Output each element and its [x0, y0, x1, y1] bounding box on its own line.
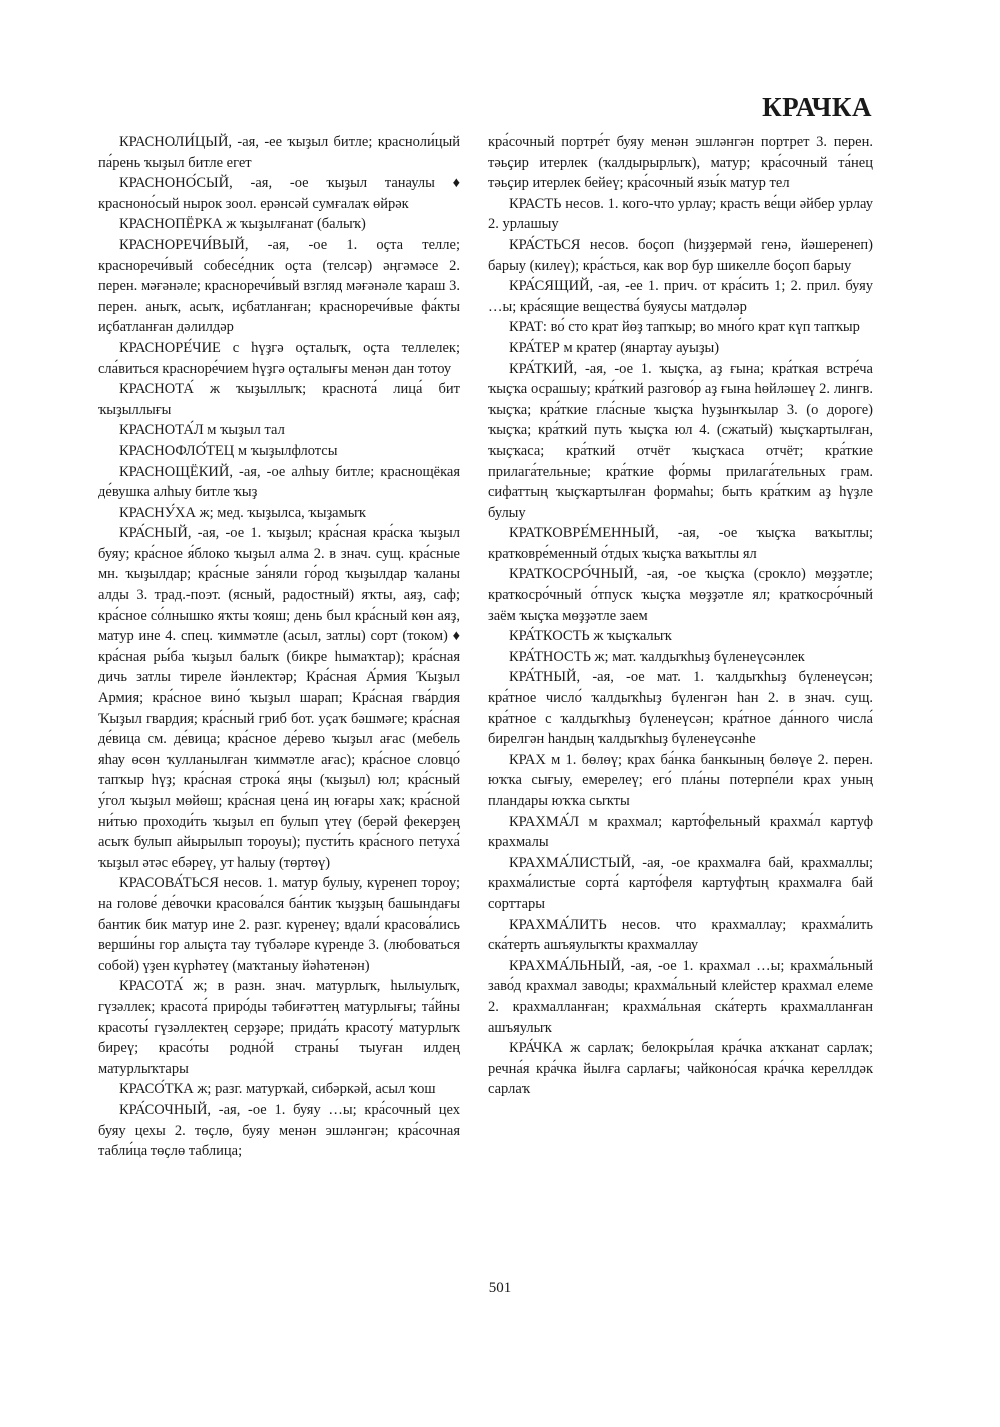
dictionary-entry: КРАХМА́ЛИСТЫЙ, -ая, -ое крахмалға бай, крахмаллы; крахма́листые сорта́ карто́феля картуфтың крахмалға бай сорттары: [488, 854, 873, 912]
running-head: КРАЧКА: [762, 92, 872, 122]
dictionary-entry: КРАСНОТА́ ж ҡыҙыллыҡ; краснота́ лица́ бит ҡыҙыллығы: [98, 381, 460, 418]
dictionary-entry: КРАСНОФЛО́ТЕЦ м ҡыҙылфлотсы: [119, 442, 338, 459]
page-number: 501: [488, 1280, 512, 1296]
dictionary-entry: КРА́СОЧНЫЙ, -ая, -ое 1. буяу …ы; кра́сочный цех буяу цехы 2. төҫлө, буяу менән эшләнгән; кра́сочная табли́ца төҫлө таблица;: [98, 1101, 460, 1160]
dictionary-entry: КРАСНОРЕЧИ́ВЫЙ, -ая, -ое 1. оҫта телле; красноречи́вый собесе́дник оҫта (телсәр) әңгәмәсе 2. перен. мәғәнәле; красноречи́вый взгляд мәғәнәле ҡараш 3. перен. аныҡ, асыҡ, иҫбатланған; красноречи́вые фа́кты иҫбатланған дәлилдәр: [98, 236, 460, 336]
dictionary-entry: КРА́СНЫЙ, -ая, -ое 1. ҡыҙыл; кра́сная кра́ска ҡыҙыл буяу; кра́сное я́блоко ҡыҙыл алма 2. в знач. сущ. кра́сные мн. ҡыҙылдар; кра́сные за́няли го́род ҡыҙылдар ҡаланы алды 3. трад.-поэт. (ясный, радостный) яҡты, аяҙ, саф; кра́сное со́лнышко яҡты ҡояш; день был кра́сный көн аяҙ, матур ине 4. спец. ҡиммәтле (асыл, затлы) сорт (током) ♦ кра́сная ры́ба ҡыҙыл балыҡ (бикре һымаҡтар); кра́сная дичь затлы тиреле йәнлектәр; Кра́сная А́рмия Ҡыҙыл Армия; кра́сное вино́ ҡыҙыл шарап; Кра́сная гва́рдия Ҡыҙыл гвардия; кра́сный гриб бот. уҫаҡ бәшмәге; кра́сная де́вица см. де́вица; кра́сное де́рево ҡыҙыл ағас (мебель яһау өсөн ҡулланылған ҡиммәтле ағас); кра́сное словцо́ тапҡыр һүҙ; кра́сная строка́ яңы (ҡыҙыл) юл; кра́сный у́гол ҡыҙыл мөйөш; кра́сная цена́ иң юғары хаҡ; кра́сной ни́тью проходи́ть ҡыҙыл еп булып үтеү (берәй фекерҙең асыҡ булып айырылып тороуы); пусти́ть кра́сного петуха́ ҡыҙыл әтәс ебәреү, ут һалыу (төртөү): [98, 525, 460, 871]
dictionary-entry: КРАХ м 1. бөлөү; крах ба́нка банкының бөлөүе 2. перен. юҡҡа сығыу, емерелеү; его́ пла́ны потерпе́ли крах уның пландары юҡҡа сыҡты: [488, 751, 873, 809]
dictionary-entry: КРА́СЯЩИЙ, -ая, -ее 1. прич. от кра́сить 1; 2. прил. буяу …ы; кра́сящие вещества́ буяусы матдәләр: [488, 278, 873, 315]
dictionary-entry: КРАСНОЛИ́ЦЫЙ, -ая, -ее ҡыҙыл битле; красноли́цый па́рень ҡыҙыл битле егет: [98, 134, 460, 171]
dictionary-entry: КРА́ТЕР м кратер (янартау ауыҙы): [509, 339, 720, 356]
dictionary-entry: КРА́ТКИЙ, -ая, -ое 1. ҡыҫҡа, аҙ ғына; кра́ткая встре́ча ҡыҫҡа осрашыу; кра́ткий разгово́р аҙ ғына һөйләшеү 2. лингв. ҡыҫҡа; кра́ткие гла́сные ҡыҫҡа һуҙынҡылар 3. (о дороге) ҡыҫҡа; кра́ткий путь ҡыҫҡа юл 4. (сжатый) ҡыҫҡартылған, ҡыҫҡаса; кра́ткий отчёт ҡыҫҡаса отчёт; кра́ткие прилага́тельные; кра́ткие фо́рмы прилага́тельных грам. сифаттың ҡыҫҡартылған формаһы; быть кра́тким аҙ һүҙле булыу: [488, 360, 873, 521]
dictionary-entry: КРАХМА́ЛИТЬ несов. что крахмаллау; крахма́лить ска́терть ашъяулыҡты крахмаллау: [488, 916, 873, 954]
dictionary-entry: КРАСНОЩЁКИЙ, -ая, -ое алһыу битле; краснощёкая де́вушка алһыу битле ҡыҙ: [98, 463, 460, 501]
dictionary-entry: КРАСОВА́ТЬСЯ несов. 1. матур булыу, күренеп тороу; на голове́ де́вочки красова́лся ба́нтик ҡыҙҙың башындағы бантик бик матур ине 2. разг. күренеү; вдали́ красова́лись верши́ны гор алыҫта тау түбәләре күренде 3. (любоваться собой) үҙен күрһәтеү (маҡтаныу йәһәтенән): [98, 875, 460, 974]
dictionary-entry: КРАСНОПЁРКА ж ҡыҙылғанат (балыҡ): [119, 216, 366, 233]
dictionary-entry: КРА́ТНОСТЬ ж; мат. ҡалдыҡһыҙ бүленеүсәнлек: [509, 648, 805, 665]
dictionary-entry: КРАСОТА́ ж; в разн. знач. матурлыҡ, һылыулыҡ, гүзәллек; красота́ приро́ды тәбиғәттең матурлығы; та́йны красоты́ гүзәллектең серҙәре; прида́ть красоту́ матурлыҡ биреү; красо́ты родно́й страны́ тыуған илдең матурлыҡтары: [98, 978, 460, 1077]
dictionary-entry: КРА́ТНЫЙ, -ая, -ое мат. 1. ҡалдыҡһыҙ бүленеүсән; кра́тное число́ ҡалдыҡһыҙ бүленгән һан 2. в знач. сущ. кра́тное с ҡалдыҡһыҙ бүленеүсән; кра́тное да́нного числа́ бирелгән һандың ҡалдыҡһыҙ бүленеүсәнһе: [488, 669, 873, 748]
dictionary-entry: КРА́ЧКА ж сарлаҡ; белокры́лая кра́чка аҡҡанат сарлаҡ; речна́я кра́чка йылға сарлағы; чайконо́сая кра́чка кереллдәк сарлаҡ: [488, 1040, 873, 1098]
dictionary-entry: кра́сочный портре́т буяу менән эшләнгән портрет 3. перен. тәьҫир итерлек (ҡалдырырлыҡ), матур; кра́сочный та́нец тәьҫир итерлек бейеү; кра́сочный язы́к матур тел: [488, 134, 873, 192]
dictionary-entry: КРАСО́ТКА ж; разг. матурҡай, сибәркәй, асыл ҡош: [119, 1081, 436, 1098]
dictionary-entry: КРАХМА́ЛЬНЫЙ, -ая, -ое 1. крахмал …ы; крахма́льный заво́д крахмал заводы; крахма́льный клейстер крахмал елеме 2. крахмалланған; крахма́льная ска́терть крахмалланған ашъяулыҡ: [488, 957, 873, 1036]
dictionary-entry: КРА́СТЬСЯ несов. боҫоп (һиҙҙермәй генә, йәшеренеп) барыу (килеү); кра́сться, как вор бур шикелле боҫоп барыу: [488, 236, 873, 274]
dictionary-entry: КРАТКОСРО́ЧНЫЙ, -ая, -ое ҡыҫҡа (срокло) мөҙҙәтле; краткосро́чный о́тпуск ҡыҫҡа мөҙҙәтле ял; краткосро́чный заём ҡыҫҡа мөҙҙәтле заем: [488, 566, 873, 624]
dictionary-entry: КРАСНОРЕ́ЧИЕ с һүҙгә оҫталыҡ, оҫта теллелек; сла́виться красноре́чием һүҙгә оҫталығы менән дан тотоу: [98, 339, 460, 377]
dictionary-entry: КРАХМА́Л м крахмал; карто́фельный крахма́л картуф крахмалы: [488, 813, 873, 851]
dictionary-entry: КРАСНОНО́СЫЙ, -ая, -ое ҡыҙыл танаулы ♦ красноно́сый нырок зоол. ерәнсәй сумғалаҡ өйрәк: [98, 175, 460, 212]
left-column: [98, 132, 460, 1162]
dictionary-entry: КРАСНУ́ХА ж; мед. ҡыҙылса, ҡыҙамыҡ: [119, 504, 366, 521]
dictionary-entry: КРА́ТКОСТЬ ж ҡыҫҡалыҡ: [509, 628, 672, 645]
dictionary-entry: КРАТКОВРЕ́МЕННЫЙ, -ая, -ое ҡыҫҡа ваҡытлы; кратковре́менный о́тдых ҡыҫҡа ваҡытлы ял: [488, 525, 873, 562]
dictionary-entry: КРАСТЬ несов. 1. кого-что урлау; красть ве́щи әйбер урлау 2. урлашыу: [488, 195, 873, 233]
right-column: [488, 132, 873, 1100]
dictionary-entry: КРАСНОТА́Л м ҡыҙыл тал: [119, 422, 285, 439]
dictionary-entry: КРАТ: во́ сто крат йөҙ тапҡыр; во мно́го крат күп тапҡыр: [509, 319, 860, 336]
